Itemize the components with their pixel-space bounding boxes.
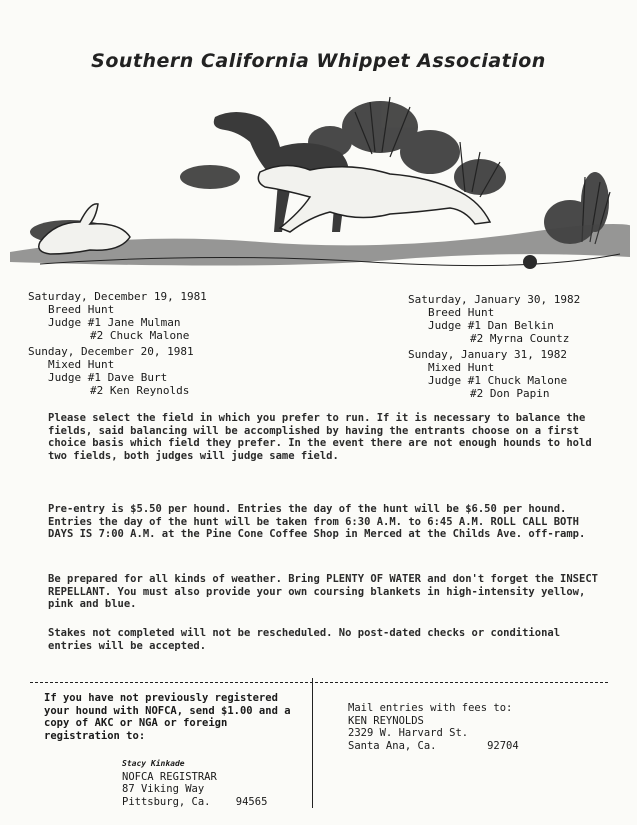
page-title: Southern California Whippet Association <box>91 50 546 72</box>
paragraph-weather: Be prepared for all kinds of weather. Bring PLENTY OF WATER and don't forget the INSECT REPELLANT. You must also provide your own coursing blankets in high-intensity yellow, pink and blue. <box>48 573 598 610</box>
registrar-city: Pittsburg, Ca. 94565 <box>122 795 268 808</box>
schedule-dec19 <box>28 290 207 342</box>
schedule-hunt-type: Mixed Hunt <box>48 358 115 371</box>
schedule-judge-1: Judge #1 Dan Belkin <box>428 319 554 332</box>
divider-vertical <box>312 678 313 808</box>
mail-street: 2329 W. Harvard St. <box>348 727 469 739</box>
schedule-hunt-type: Breed Hunt <box>48 303 115 316</box>
schedule-date: Saturday, January 30, 1982 <box>408 293 581 306</box>
schedule-date: Sunday, January 31, 1982 <box>408 348 567 361</box>
schedule-judge-2: #2 Don Papin <box>470 387 550 400</box>
mail-city: Santa Ana, Ca. 92704 <box>348 739 519 752</box>
whippet-illustration <box>10 82 630 277</box>
paragraph-field-selection: Please select the field in which you prefer to run. If it is necessary to balance the fields, said balancing will be accomplished by having the entrants choose on a first choice basis which field they prefer. In the event there are not enough hounds to hold two fields, both judges will judge same field. <box>48 412 592 462</box>
schedule-hunt-type: Mixed Hunt <box>428 361 495 374</box>
registrar-org: NOFCA REGISTRAR <box>122 770 217 783</box>
schedule-judge-2: #2 Chuck Malone <box>90 329 190 342</box>
mail-entries-address <box>348 702 519 752</box>
registration-instructions: If you have not previously registered your hound with NOFCA, send $1.00 and a copy of AKC or NGA or foreign registration to: <box>44 692 291 742</box>
rock-icon <box>523 255 537 269</box>
mail-name: KEN REYNOLDS <box>348 714 424 727</box>
schedule-jan30 <box>408 293 580 345</box>
paragraph-entry-fees: Pre-entry is $5.50 per hound. Entries the day of the hunt will be $6.50 per hound. Entries the day of the hunt will be taken from 6:30 A.M. to 6:45 A.M. ROLL CALL BOTH DAYS IS 7:00 A.M. at the Pine Cone Coffee Shop in Merced at the Childs Ave. off-ramp. <box>48 503 586 540</box>
registrar-signature: Stacy Kinkade <box>122 759 185 768</box>
schedule-judge-2: #2 Myrna Countz <box>470 332 570 345</box>
schedule-date: Sunday, December 20, 1981 <box>28 345 194 358</box>
mail-label: Mail entries with fees to: <box>348 702 513 714</box>
schedule-judge-1: Judge #1 Chuck Malone <box>428 374 568 387</box>
registrar-street: 87 Viking Way <box>122 783 205 795</box>
divider-horizontal <box>30 682 608 683</box>
schedule-dec20 <box>28 345 194 397</box>
schedule-judge-1: Judge #1 Jane Mulman <box>48 316 181 329</box>
schedule-jan31 <box>408 348 567 400</box>
schedule-date: Saturday, December 19, 1981 <box>28 290 207 303</box>
registrar-address <box>122 758 267 808</box>
paragraph-stakes-policy: Stakes not completed will not be rescheduled. No post-dated checks or conditional entries will be accepted. <box>48 627 561 652</box>
schedule-judge-2: #2 Ken Reynolds <box>90 384 190 397</box>
schedule-hunt-type: Breed Hunt <box>428 306 495 319</box>
schedule-judge-1: Judge #1 Dave Burt <box>48 371 168 384</box>
